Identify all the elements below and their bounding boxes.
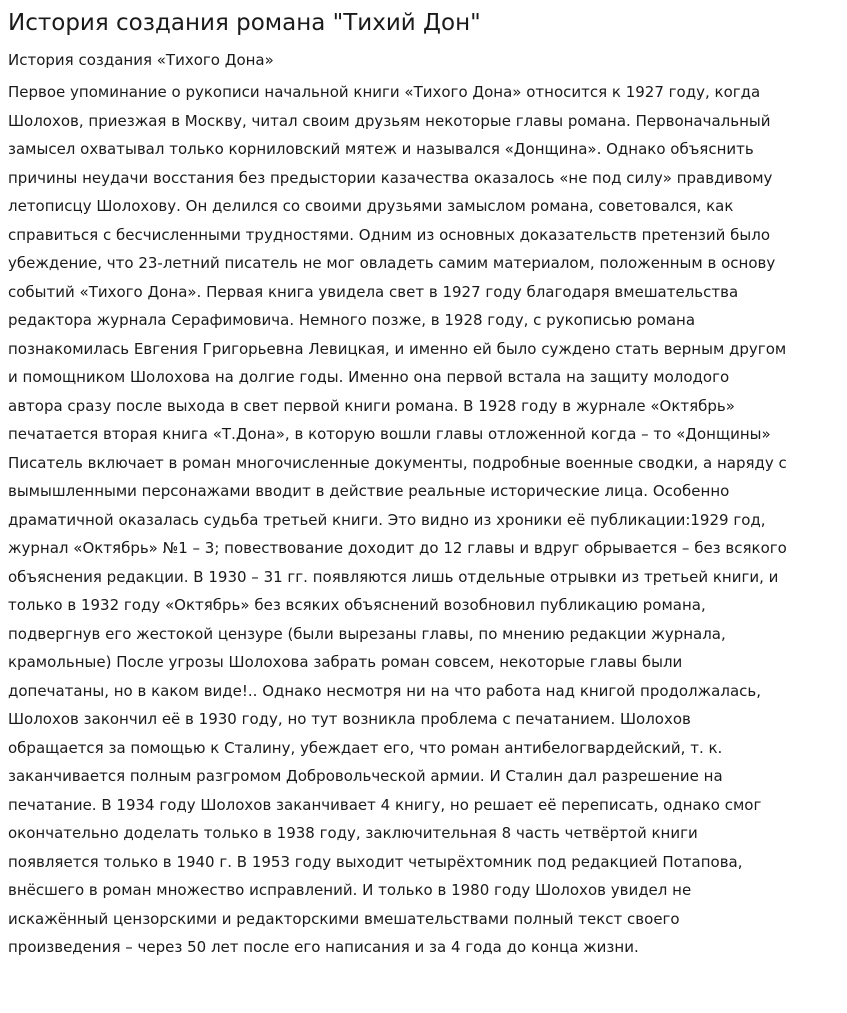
section-subtitle: История создания «Тихого Дона» (8, 51, 274, 69)
article-body: Первое упоминание о рукописи начальной книги «Тихого Дона» относится к 1927 году, когда Шолохов, приезжая в Москву, читал своим друзьям некоторые главы романа. Первоначальный замысел охватывал только корниловский мятеж и назывался «Донщина». Однако объяснить причины неудачи восстания без предыстории казачества оказалось «не под силу» правдивому летописцу Шолохову. Он делился со своими друзьями замыслом романа, советовался, как справиться с бесчисленными трудностями. Одним из основных доказательств претензий было убеждение, что 23-летний писатель не мог овладеть самим материалом, положенным в основу событий «Тихого Дона». Первая книга увидела свет в 1927 году благодаря вмешательства редактора журнала Серафимовича. Немного позже, в 1928 году, с рукописью романа познакомилась Евгения Григорьевна Левицкая, и именно ей было суждено стать верным другом и помощником Шолохова на долгие годы. Именно она первой встала на защиту молодого автора сразу после выхода в свет первой книги романа. В 1928 году в журнале «Октябрь» печатается вторая книга «Т.Дона», в которую вошли главы отложенной когда – то «Донщины» Писатель включает в роман многочисленные документы, подробные военные сводки, а наряду с вымышленными персонажами вводит в действие реальные исторические лица. Особенно драматичной оказалась судьба третьей книги. Это видно из хроники её публикации:1929 год, журнал «Октябрь» №1 – 3; повествование доходит до 12 главы и вдруг обрывается – без всякого объяснения редакции. В 1930 – 31 гг. появляются лишь отдельные отрывки из третьей книги, и только в 1932 году «Октябрь» без всяких объяснений возобновил публикацию романа, подвергнув его жестокой цензуре (были вырезаны главы, по мнению редакции журнала, крамольные) После угрозы Шолохова забрать роман совсем, некоторые главы были допечатаны, но в каком виде!.. Однако несмотря ни на что работа над книгой продолжалась, Шолохов закончил её в 1930 году, но тут возникла проблема с печатанием. Шолохов обращается за помощью к Сталину, убеждает его, что роман антибелогвардейский, т. к. заканчивается полным разгромом Добровольческой армии. И Сталин дал разрешение на печатание. В 1934 году Шолохов заканчивает 4 книгу, но решает её переписать, однако смог окончательно доделать только в 1938 году, заключительная 8 часть четвёртой книги появляется только в 1940 г. В 1953 году выходит четырёхтомник под редакцией Потапова, внёсшего в роман множество исправлений. И только в 1980 году Шолохов увидел не искажённый цензорскими и редакторскими вмешательствами полный текст своего произведения – через 50 лет после его написания и за 4 года до конца жизни. (8, 83, 787, 956)
page-title: История создания романа "Тихий Дон" (8, 10, 481, 36)
